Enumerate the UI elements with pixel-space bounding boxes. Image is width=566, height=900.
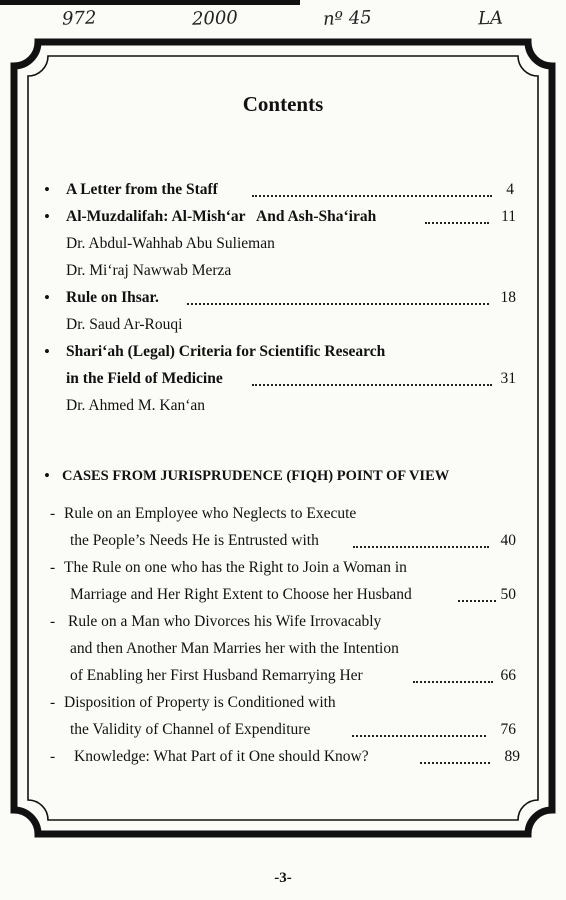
case-entry[interactable] [0, 744, 566, 770]
page-number: 89 [504, 748, 520, 765]
dash-marker: - [50, 505, 56, 522]
bullet-icon: • [44, 466, 50, 485]
page-title: Contents [242, 92, 324, 116]
case-title-line: the Validity of Channel of Expenditure [70, 721, 311, 738]
case-title-line: Disposition of Property is Conditioned with [64, 694, 336, 711]
bullet-icon: • [44, 207, 50, 226]
handwritten-mark: LA [477, 7, 504, 30]
case-title-line: the People’s Needs He is Entrusted with [70, 532, 319, 549]
page-number: 50 [500, 586, 516, 603]
case-title-line: and then Another Man Marries her with the Intention [70, 640, 399, 657]
toc-entry-continued[interactable] [0, 366, 566, 392]
author-line [0, 231, 566, 257]
toc-entry[interactable] [0, 177, 566, 203]
author-line [0, 393, 566, 419]
case-entry[interactable] [0, 501, 566, 527]
dash-marker: - [50, 748, 56, 765]
dot-leader [187, 303, 489, 305]
page-number: 31 [500, 370, 516, 387]
dot-leader [425, 222, 489, 224]
page-number: 4 [506, 181, 514, 198]
toc-entry[interactable] [0, 204, 566, 230]
entry-title: Al-Muzdalifah: Al-Mish‘ar And Ash-Sha‘irah [66, 208, 377, 225]
case-entry[interactable] [0, 555, 566, 581]
author-name: Dr. Mi‘raj Nawwab Merza [66, 262, 232, 279]
case-title-line: Rule on an Employee who Neglects to Execute [64, 505, 357, 522]
page-number: 40 [500, 532, 516, 549]
scan-top-edge [0, 0, 300, 5]
case-title-line: Marriage and Her Right Extent to Choose her Husband [70, 586, 412, 603]
bullet-icon: • [44, 288, 50, 307]
handwritten-year: 2000 [191, 7, 239, 30]
case-entry-continued[interactable] [0, 663, 566, 689]
entry-title: A Letter from the Staff [66, 181, 218, 198]
bullet-icon: • [44, 180, 50, 199]
case-title-line: of Enabling her First Husband Remarrying Her [70, 667, 363, 684]
case-entry-continued[interactable] [0, 636, 566, 662]
page-number: 11 [501, 208, 516, 225]
section-heading [0, 463, 566, 489]
case-entry[interactable] [0, 609, 566, 635]
author-line [0, 258, 566, 284]
entry-title-line: in the Field of Medicine [66, 370, 223, 387]
case-entry-continued[interactable] [0, 717, 566, 743]
case-title-line: Knowledge: What Part of it One should Know? [74, 748, 369, 765]
case-title-line: Rule on a Man who Divorces his Wife Irrovacably [68, 613, 382, 630]
author-name: Dr. Ahmed M. Kan‘an [66, 397, 206, 414]
dot-leader [353, 546, 489, 548]
page-number: 66 [500, 667, 516, 684]
dash-marker: - [50, 613, 56, 630]
case-title-line: The Rule on one who has the Right to Join a Woman in [64, 559, 407, 576]
dot-leader [252, 195, 492, 197]
author-name: Dr. Abdul-Wahhab Abu Sulieman [66, 235, 275, 252]
case-entry-continued[interactable] [0, 528, 566, 554]
page-number: 76 [500, 721, 516, 738]
entry-title-line: Shari‘ah (Legal) Criteria for Scientific Research [66, 343, 386, 360]
dot-leader [458, 600, 496, 602]
dot-leader [413, 681, 493, 683]
toc-entry[interactable] [0, 285, 566, 311]
toc-entry[interactable] [0, 339, 566, 365]
author-line [0, 312, 566, 338]
dot-leader [420, 762, 490, 764]
dot-leader [352, 735, 486, 737]
case-entry-continued[interactable] [0, 582, 566, 608]
dash-marker: - [50, 559, 56, 576]
page-number: 18 [500, 289, 516, 306]
dash-marker: - [50, 694, 56, 711]
section-title: CASES FROM JURISPRUDENCE (FIQH) POINT OF VIEW [62, 468, 450, 484]
dot-leader [252, 384, 492, 386]
entry-title: Rule on Ihsar. [66, 289, 159, 306]
case-entry[interactable] [0, 690, 566, 716]
author-name: Dr. Saud Ar-Rouqi [66, 316, 183, 333]
handwritten-code: 972 [61, 7, 97, 30]
handwritten-issue: nº 45 [322, 7, 373, 30]
page-footer-number: -3- [274, 870, 292, 886]
bullet-icon: • [44, 342, 50, 361]
